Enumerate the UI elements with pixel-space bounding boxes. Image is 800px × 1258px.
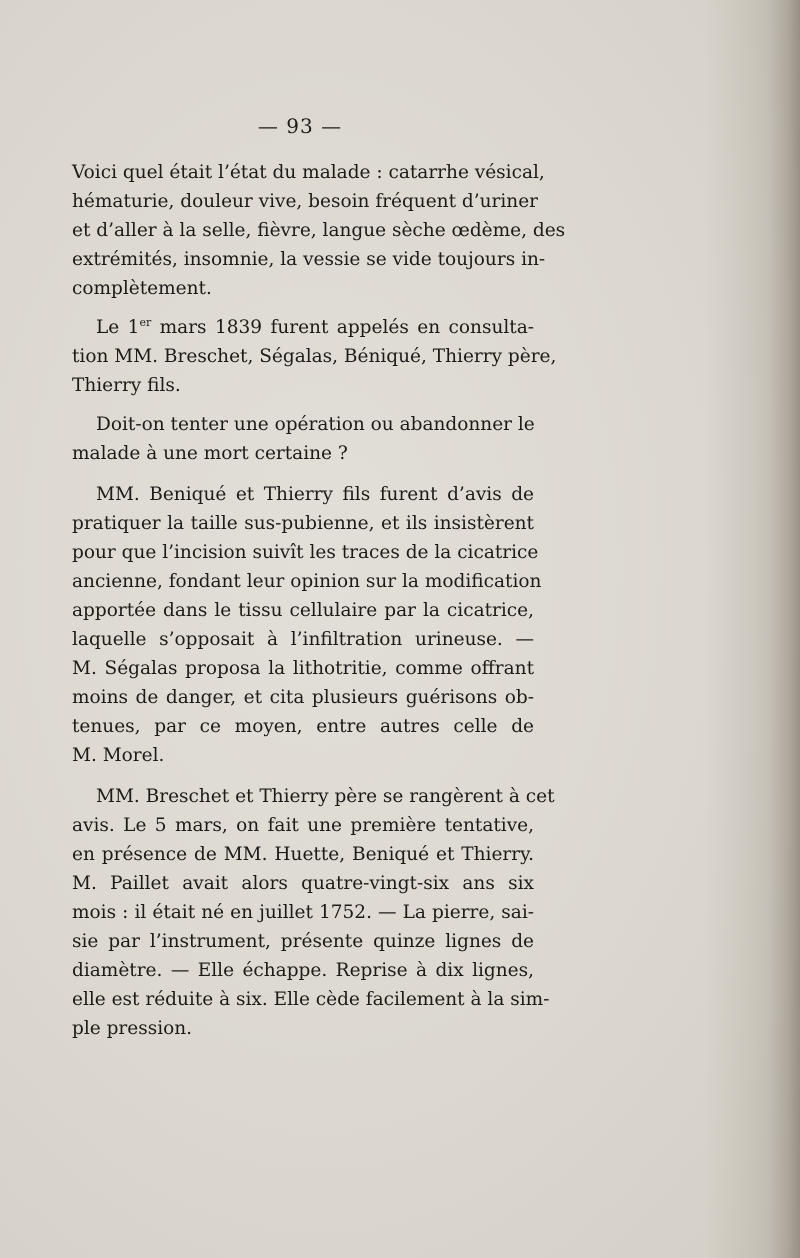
text-line: Le 1er mars 1839 furent appelés en consulta- bbox=[96, 316, 534, 338]
text-line: Thierry fils. bbox=[72, 375, 181, 396]
paragraph-opinions bbox=[72, 480, 542, 770]
text-line: laquelle s’opposait à l’infiltration urineuse. — bbox=[72, 629, 534, 650]
text-line: Doit-on tenter une opération ou abandonner le bbox=[96, 414, 535, 435]
page-edge-shadow bbox=[768, 0, 800, 1258]
text-line: MM. Breschet et Thierry père se rangèrent à cet bbox=[96, 786, 555, 807]
text-line: elle est réduite à six. Elle cède facilement à la sim- bbox=[72, 989, 550, 1010]
text-line: Voici quel était l’état du malade : catarrhe vésical, bbox=[72, 162, 545, 183]
text-line: moins de danger, et cita plusieurs guérisons ob- bbox=[72, 687, 534, 708]
paragraph-consultation bbox=[72, 313, 557, 400]
text-line: pratiquer la taille sus-pubienne, et ils insistèrent bbox=[72, 513, 534, 534]
body-text bbox=[72, 158, 566, 1043]
text-line: mois : il était né en juillet 1752. — La pierre, sai- bbox=[72, 902, 534, 923]
text-line: malade à une mort certaine ? bbox=[72, 443, 348, 464]
paragraph-question bbox=[72, 410, 534, 468]
text-line: hématurie, douleur vive, besoin fréquent d’uriner bbox=[72, 191, 538, 212]
paragraph-attempt bbox=[72, 782, 555, 1043]
text-line: ancienne, fondant leur opinion sur la modification bbox=[72, 571, 542, 592]
text-line: complètement. bbox=[72, 278, 212, 299]
text-line: M. Paillet avait alors quatre-vingt-six ans six bbox=[72, 873, 534, 894]
text-line: MM. Beniqué et Thierry fils furent d’avis de bbox=[96, 484, 534, 505]
text-line: M. Ségalas proposa la lithotritie, comme offrant bbox=[72, 658, 534, 679]
text-line: tenues, par ce moyen, entre autres celle de bbox=[72, 716, 534, 737]
ordinal-suffix: er bbox=[139, 316, 152, 329]
text-line: sie par l’instrument, présente quinze lignes de bbox=[72, 931, 534, 952]
text-line: extrémités, insomnie, la vessie se vide toujours in- bbox=[72, 249, 546, 270]
paragraph-malade-state bbox=[72, 158, 566, 303]
page-number: — 93 — bbox=[257, 114, 343, 138]
text-line: apportée dans le tissu cellulaire par la cicatrice, bbox=[72, 600, 534, 621]
text-line: en présence de MM. Huette, Beniqué et Thierry. bbox=[72, 844, 534, 865]
text-line: avis. Le 5 mars, on fait une première tentative, bbox=[72, 815, 534, 836]
text-line: pour que l’incision suivît les traces de la cicatrice bbox=[72, 542, 539, 563]
text-line: M. Morel. bbox=[72, 745, 165, 766]
text-line: ple pression. bbox=[72, 1018, 193, 1039]
text-line: tion MM. Breschet, Ségalas, Béniqué, Thierry père, bbox=[72, 346, 557, 367]
text-line: et d’aller à la selle, fièvre, langue sèche œdème, des bbox=[72, 220, 566, 241]
text-line: diamètre. — Elle échappe. Reprise à dix lignes, bbox=[72, 960, 534, 981]
